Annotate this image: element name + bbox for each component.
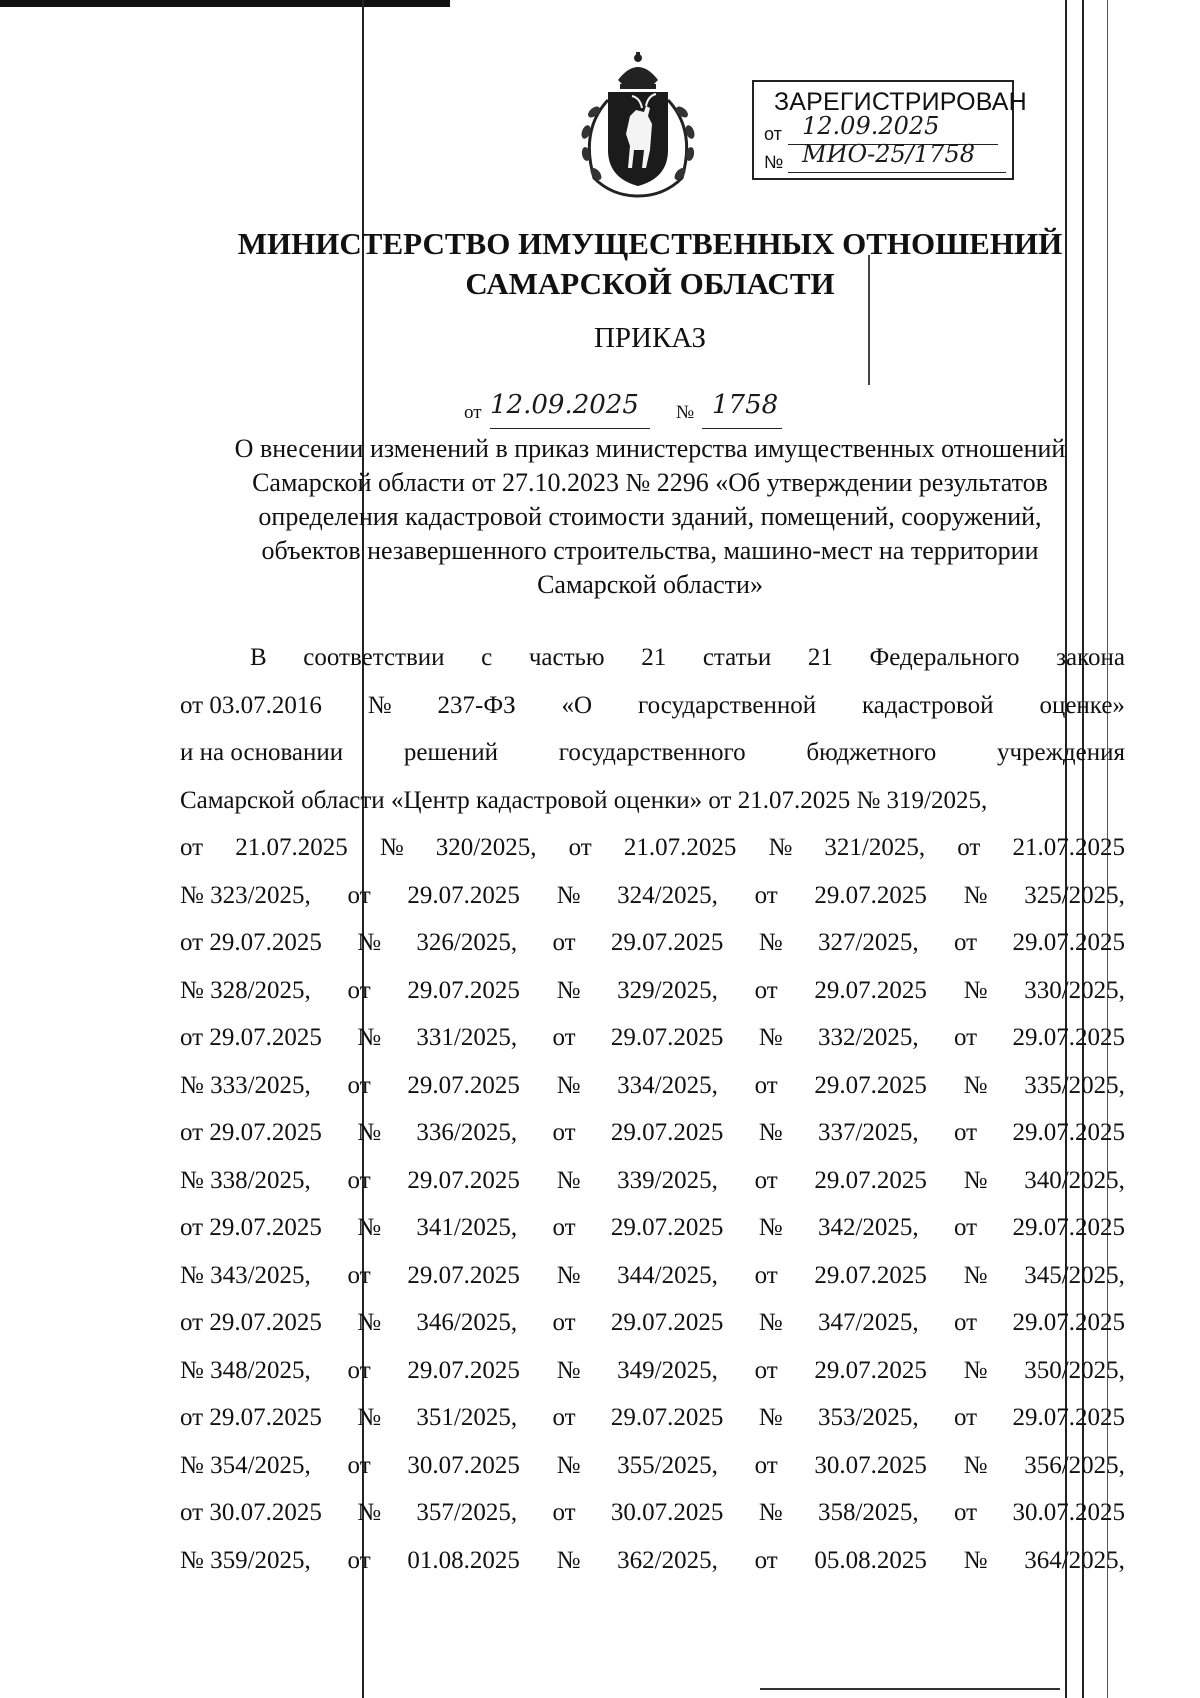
order-subject xyxy=(170,432,1130,602)
body-word: 29.07.2025 xyxy=(814,1071,927,1099)
body-word: № xyxy=(963,1166,988,1194)
body-word: 357/2025, xyxy=(416,1499,518,1526)
body-word: № xyxy=(556,1546,581,1574)
body-word: 362/2025, xyxy=(617,1546,718,1574)
body-word: № xyxy=(357,1309,382,1336)
body-word: 29.07.2025 xyxy=(407,1356,520,1384)
body-word: № 348/2025, xyxy=(180,1356,311,1384)
body-word: 01.08.2025 xyxy=(407,1546,520,1574)
body-word: 29.07.2025 xyxy=(610,1214,724,1241)
subject-line: Самарской области» xyxy=(537,570,763,599)
subject-line: О внесении изменений в приказ министерства имущественных отношений xyxy=(234,434,1066,463)
body-line xyxy=(180,1446,1125,1486)
body-line xyxy=(180,1541,1125,1581)
body-word: от xyxy=(954,1499,978,1526)
body-word: 29.07.2025 xyxy=(610,1024,724,1051)
body-word: № xyxy=(963,881,988,909)
body-word: 341/2025, xyxy=(416,1214,518,1241)
body-word: № xyxy=(758,929,783,956)
body-line xyxy=(180,1066,1125,1106)
body-word: № xyxy=(556,1451,581,1479)
body-word: № xyxy=(556,881,581,909)
body-word: с xyxy=(481,644,493,671)
body-word: соответствии xyxy=(303,644,445,671)
body-word: от xyxy=(754,1166,778,1194)
scan-bottom-rule xyxy=(760,1688,1060,1690)
body-word: 332/2025, xyxy=(817,1024,919,1051)
body-word: от xyxy=(347,1071,371,1099)
body-word: 29.07.2025 xyxy=(1012,1404,1125,1431)
body-word: от xyxy=(954,1214,978,1241)
body-word: от xyxy=(754,1261,778,1289)
subject-line: объектов незавершенного строительства, машино-мест на территории xyxy=(261,536,1039,565)
body-line xyxy=(180,733,1125,773)
body-word: 29.07.2025 xyxy=(610,1309,724,1336)
body-word: № xyxy=(357,1499,382,1526)
scan-edge-bar xyxy=(0,0,450,7)
body-word: от xyxy=(347,1356,371,1384)
body-word: 364/2025, xyxy=(1024,1546,1125,1574)
body-word: 29.07.2025 xyxy=(407,1071,520,1099)
body-word: 337/2025, xyxy=(817,1119,919,1146)
order-date-label: от xyxy=(464,402,482,423)
body-word: № xyxy=(758,1024,783,1051)
body-word: № xyxy=(367,691,392,719)
body-word: № xyxy=(357,1119,382,1146)
body-word: 353/2025, xyxy=(817,1404,919,1431)
body-line xyxy=(180,781,1125,821)
body-word: от xyxy=(954,1309,978,1336)
subject-line: Самарской области от 27.10.2023 № 2296 «Об утверждении результатов xyxy=(252,468,1048,497)
body-line xyxy=(180,1398,1125,1438)
body-word: учреждения xyxy=(996,739,1125,766)
body-word: 330/2025, xyxy=(1024,976,1125,1004)
body-word: статьи xyxy=(702,644,772,671)
body-word: от xyxy=(954,1024,978,1051)
body-word: 29.07.2025 xyxy=(1012,929,1125,956)
body-word: от xyxy=(180,834,204,861)
body-word: Самарской области «Центр кадастровой оценки» от 21.07.2025 № 319/2025, xyxy=(180,786,988,814)
ministry-line-2: САМАРСКОЙ ОБЛАСТИ xyxy=(465,266,835,301)
stamp-number-underline xyxy=(788,172,1006,173)
body-word: № xyxy=(357,1214,382,1241)
body-word: кадастровой xyxy=(862,691,994,719)
body-word: № xyxy=(556,1166,581,1194)
body-word: № xyxy=(963,1071,988,1099)
doc-type-title: ПРИКАЗ xyxy=(593,322,707,354)
body-word: 29.07.2025 xyxy=(407,976,520,1004)
body-word: от xyxy=(754,881,778,909)
body-word: № xyxy=(357,1404,382,1431)
body-word: № xyxy=(357,1024,382,1051)
body-word: № 328/2025, xyxy=(180,976,311,1004)
body-word: 356/2025, xyxy=(1024,1451,1125,1479)
body-word: государственного xyxy=(558,739,746,766)
body-word: 21.07.2025 xyxy=(235,834,348,861)
body-word: 29.07.2025 xyxy=(814,976,927,1004)
body-word: 29.07.2025 xyxy=(610,1404,724,1431)
body-word: № 323/2025, xyxy=(180,881,311,909)
body-word: и на основании xyxy=(180,739,344,766)
body-word: 345/2025, xyxy=(1024,1261,1125,1289)
body-line xyxy=(180,1303,1125,1343)
body-word: «О xyxy=(561,691,593,719)
body-word: 340/2025, xyxy=(1024,1166,1125,1194)
body-word: 29.07.2025 xyxy=(407,881,520,909)
body-word: бюджетного xyxy=(806,739,937,766)
body-word: 336/2025, xyxy=(416,1119,518,1146)
body-word: 29.07.2025 xyxy=(610,1119,724,1146)
body-word: № 338/2025, xyxy=(180,1166,311,1194)
body-word: 30.07.2025 xyxy=(407,1451,520,1479)
body-word: № 343/2025, xyxy=(180,1261,311,1289)
body-word: 346/2025, xyxy=(416,1309,518,1336)
body-word: 29.07.2025 xyxy=(1012,1309,1125,1336)
body-word: 30.07.2025 xyxy=(814,1451,927,1479)
body-word: 05.08.2025 xyxy=(814,1546,927,1574)
body-word: решений xyxy=(403,739,498,766)
body-word: от 29.07.2025 xyxy=(180,929,322,956)
body-word: № xyxy=(963,1451,988,1479)
body-word: 237-ФЗ xyxy=(437,691,516,719)
body-word: от xyxy=(954,929,978,956)
body-word: частью xyxy=(528,644,605,671)
body-word: от xyxy=(754,1071,778,1099)
body-line xyxy=(180,1256,1125,1296)
stamp-date-label: от xyxy=(764,124,782,144)
body-word: 30.07.2025 xyxy=(1012,1499,1125,1526)
body-line xyxy=(180,828,1125,868)
body-word: от 29.07.2025 xyxy=(180,1309,322,1336)
body-word: от 29.07.2025 xyxy=(180,1024,322,1051)
body-word: от 30.07.2025 xyxy=(180,1499,322,1526)
body-word: 344/2025, xyxy=(617,1261,718,1289)
body-word: 331/2025, xyxy=(416,1024,518,1051)
registration-stamp xyxy=(752,80,1027,180)
body-word: 349/2025, xyxy=(617,1356,718,1384)
body-word: 355/2025, xyxy=(617,1451,718,1479)
order-number-handwritten: 1758 xyxy=(712,390,779,420)
body-word: 29.07.2025 xyxy=(1012,1024,1125,1051)
body-word: от 29.07.2025 xyxy=(180,1119,322,1146)
order-number-underline xyxy=(702,428,782,429)
body-word: 21.07.2025 xyxy=(1012,834,1125,861)
body-word: № xyxy=(768,834,793,861)
body-word: 326/2025, xyxy=(416,929,518,956)
body-word: 324/2025, xyxy=(617,881,718,909)
body-word: от 03.07.2016 xyxy=(180,691,322,719)
body-word: № xyxy=(963,1356,988,1384)
body-line xyxy=(180,923,1125,963)
body-line xyxy=(180,1208,1125,1248)
body-word: от xyxy=(347,881,371,909)
body-word: 21 xyxy=(807,644,833,671)
body-word: 339/2025, xyxy=(617,1166,718,1194)
body-word: от xyxy=(347,1166,371,1194)
body-word: от xyxy=(552,1499,576,1526)
ministry-heading xyxy=(200,224,1100,304)
body-word: 350/2025, xyxy=(1024,1356,1125,1384)
body-word: от xyxy=(754,976,778,1004)
body-word: 342/2025, xyxy=(817,1214,919,1241)
body-word: № xyxy=(758,1404,783,1431)
body-word: 320/2025, xyxy=(435,834,537,861)
body-word: от 29.07.2025 xyxy=(180,1214,322,1241)
body-word: 29.07.2025 xyxy=(814,1261,927,1289)
body-line xyxy=(180,686,1125,726)
body-line xyxy=(180,876,1125,916)
body-line xyxy=(250,638,1125,678)
body-word: № xyxy=(758,1214,783,1241)
body-word: 29.07.2025 xyxy=(1012,1214,1125,1241)
body-word: № xyxy=(357,929,382,956)
body-word: 351/2025, xyxy=(416,1404,518,1431)
body-word: от xyxy=(552,1404,576,1431)
body-word: от 29.07.2025 xyxy=(180,1404,322,1431)
body-word: от xyxy=(347,1546,371,1574)
body-word: от xyxy=(568,834,592,861)
body-word: от xyxy=(552,1214,576,1241)
body-word: № xyxy=(556,976,581,1004)
body-line xyxy=(180,1493,1125,1533)
body-word: 29.07.2025 xyxy=(814,1166,927,1194)
body-word: 29.07.2025 xyxy=(814,1356,927,1384)
body-word: № xyxy=(758,1119,783,1146)
body-word: 29.07.2025 xyxy=(610,929,724,956)
body-word: от xyxy=(954,1404,978,1431)
body-line xyxy=(180,1161,1125,1201)
body-word: 21 xyxy=(641,644,667,671)
body-word: 358/2025, xyxy=(817,1499,919,1526)
body-word: В xyxy=(250,644,267,671)
stamp-number-handwritten: МИО-25/1758 xyxy=(802,140,975,168)
body-word: 321/2025, xyxy=(824,834,926,861)
body-word: № xyxy=(963,1261,988,1289)
body-word: Федерального xyxy=(869,644,1020,671)
stamp-number-label: № xyxy=(764,152,784,172)
body-word: 29.07.2025 xyxy=(814,881,927,909)
body-line xyxy=(180,1018,1125,1058)
body-word: № xyxy=(556,1356,581,1384)
body-word: 21.07.2025 xyxy=(623,834,737,861)
body-word: 327/2025, xyxy=(817,929,919,956)
body-word: от xyxy=(552,1309,576,1336)
body-word: 325/2025, xyxy=(1024,881,1125,909)
body-word: 335/2025, xyxy=(1024,1071,1125,1099)
body-word: № xyxy=(556,1261,581,1289)
stamp-date-handwritten: 12.09.2025 xyxy=(802,112,940,140)
body-line xyxy=(180,971,1125,1011)
coat-of-arms-icon xyxy=(572,50,704,200)
body-word: 29.07.2025 xyxy=(407,1261,520,1289)
body-word: 347/2025, xyxy=(817,1309,919,1336)
body-word: 329/2025, xyxy=(617,976,718,1004)
body-word: № xyxy=(379,834,404,861)
body-word: № 333/2025, xyxy=(180,1071,311,1099)
body-line xyxy=(180,1351,1125,1391)
stamp-title: ЗАРЕГИСТРИРОВАН xyxy=(774,88,1027,116)
body-line xyxy=(180,1113,1125,1153)
body-word: оценке» xyxy=(1039,691,1125,719)
body-word: № xyxy=(556,1071,581,1099)
body-word: от xyxy=(347,1451,371,1479)
body-word: от xyxy=(754,1356,778,1384)
order-number-label: № xyxy=(676,402,695,423)
body-word: от xyxy=(957,834,981,861)
body-word: от xyxy=(347,1261,371,1289)
body-word: № 359/2025, xyxy=(180,1546,311,1574)
body-word: № xyxy=(963,976,988,1004)
body-word: № 354/2025, xyxy=(180,1451,311,1479)
body-word: закона xyxy=(1056,644,1125,671)
body-word: государственной xyxy=(637,691,817,719)
body-word: от xyxy=(552,929,576,956)
body-word: № xyxy=(963,1546,988,1574)
body-word: от xyxy=(754,1451,778,1479)
body-word: № xyxy=(758,1309,783,1336)
body-word: 30.07.2025 xyxy=(610,1499,724,1526)
body-word: 334/2025, xyxy=(617,1071,718,1099)
order-date-line xyxy=(460,390,860,430)
body-word: № xyxy=(758,1499,783,1526)
subject-line: определения кадастровой стоимости зданий, помещений, сооружений, xyxy=(258,502,1042,531)
body-word: от xyxy=(552,1119,576,1146)
body-word: от xyxy=(347,976,371,1004)
body-word: 29.07.2025 xyxy=(1012,1119,1125,1146)
order-date-underline xyxy=(490,428,650,429)
ministry-line-1: МИНИСТЕРСТВО ИМУЩЕСТВЕННЫХ ОТНОШЕНИЙ xyxy=(237,226,1063,261)
body-word: от xyxy=(754,1546,778,1574)
order-date-handwritten: 12.09.2025 xyxy=(490,390,639,420)
body-word: от xyxy=(552,1024,576,1051)
body-word: 29.07.2025 xyxy=(407,1166,520,1194)
body-word: от xyxy=(954,1119,978,1146)
